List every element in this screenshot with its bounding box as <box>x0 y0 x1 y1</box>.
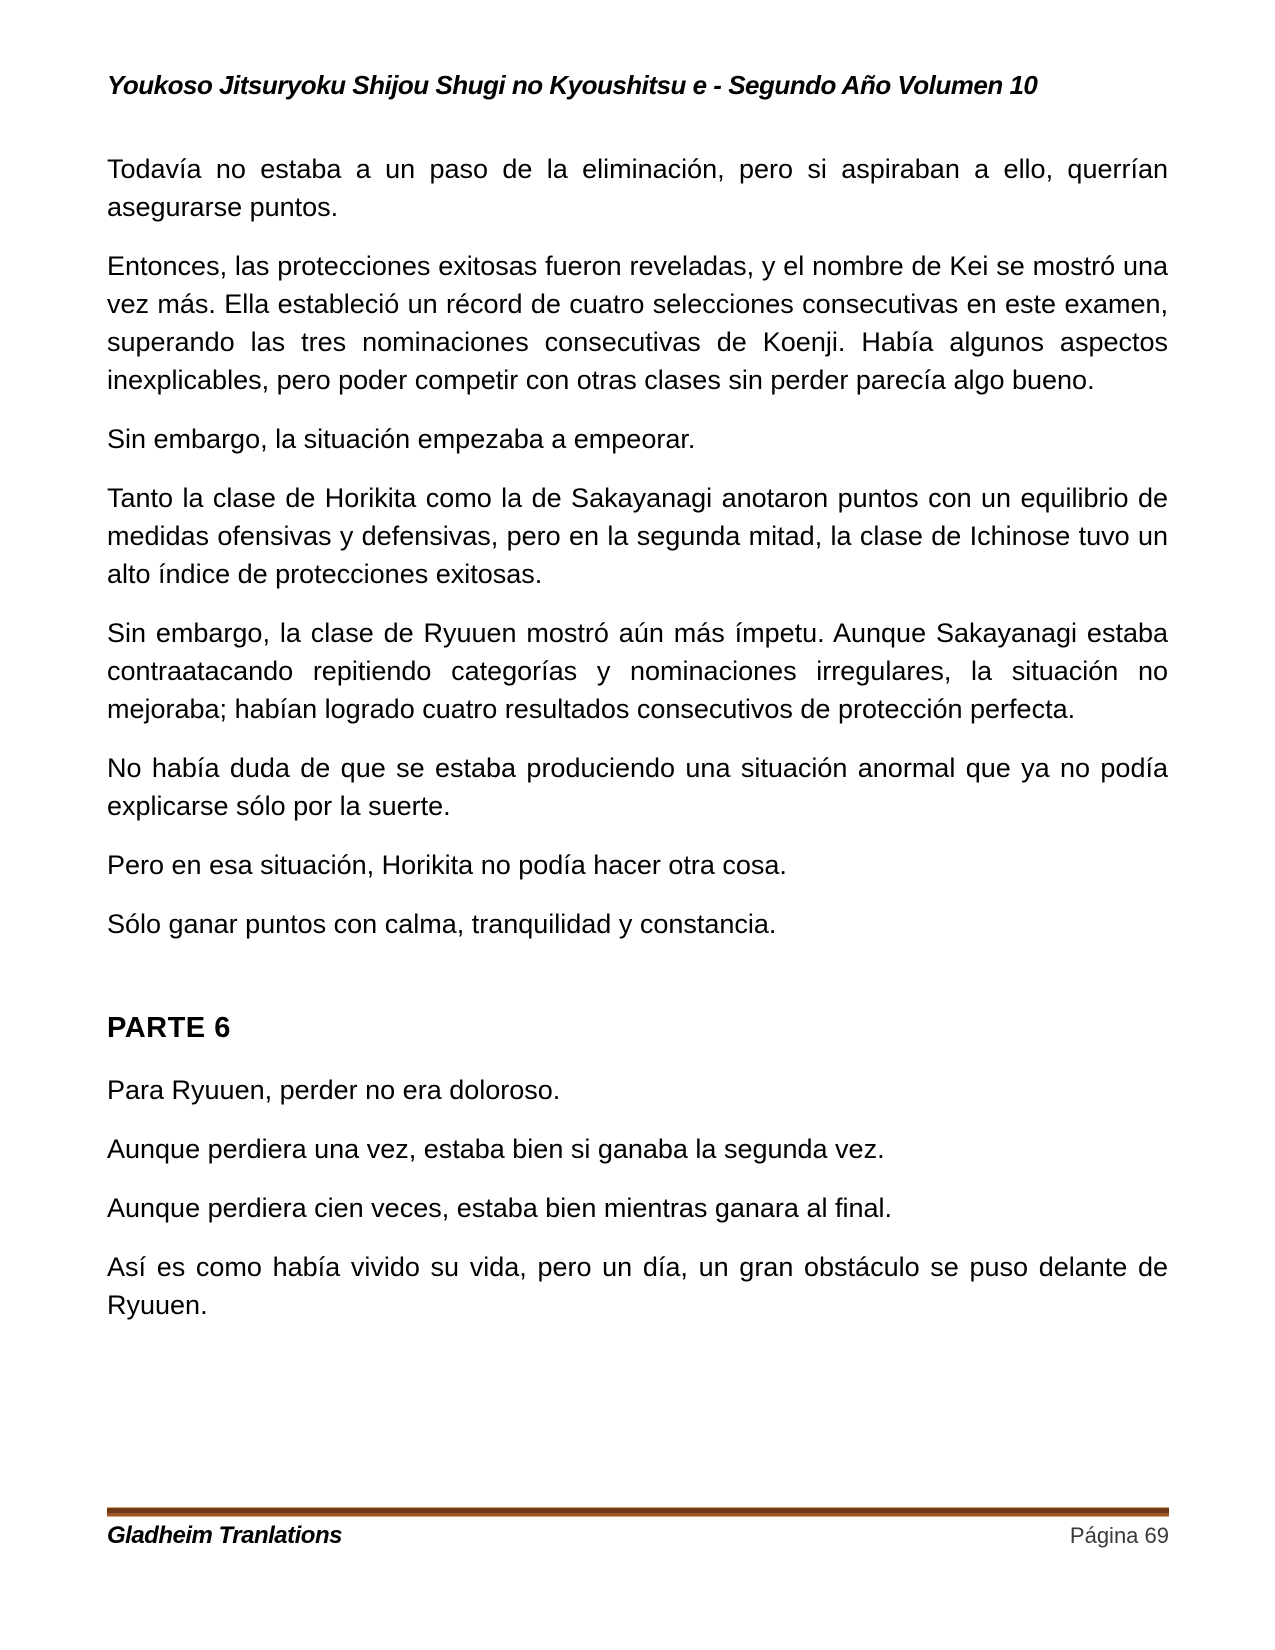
paragraph: Entonces, las protecciones exitosas fueron reveladas, y el nombre de Kei se mostró una vez más. Ella estableció un récord de cuatro selecciones consecutivas en este examen, superando las tres nominaciones consecutivas de Koenji. Había algunos aspectos inexplicables, pero poder competir con otras clases sin perder parecía algo bueno. <box>107 251 1168 395</box>
page-body <box>107 150 1168 1345</box>
footer-translator: Gladheim Tranlations <box>107 1522 342 1549</box>
paragraph: Pero en esa situación, Horikita no podía hacer otra cosa. <box>107 850 787 880</box>
paragraph: Así es como había vivido su vida, pero un día, un gran obstáculo se puso delante de Ryuuen. <box>107 1252 1168 1320</box>
footer-page-number: Página 69 <box>1069 1523 1169 1548</box>
paragraph: Sin embargo, la clase de Ryuuen mostró aún más ímpetu. Aunque Sakayanagi estaba contraatacando repitiendo categorías y nominaciones irregulares, la situación no mejoraba; habían logrado cuatro resultados consecutivos de protección perfecta. <box>107 618 1168 724</box>
footer-row <box>107 1522 1169 1550</box>
paragraph: Aunque perdiera cien veces, estaba bien mientras ganara al final. <box>107 1193 892 1223</box>
page-header <box>107 70 1168 105</box>
paragraph: Aunque perdiera una vez, estaba bien si ganaba la segunda vez. <box>107 1134 885 1164</box>
paragraph: Para Ryuuen, perder no era doloroso. <box>107 1075 561 1105</box>
header-title: Youkoso Jitsuryoku Shijou Shugi no Kyoushitsu e - Segundo Año Volumen 10 <box>107 70 1038 100</box>
footer-divider-rule <box>107 1507 1169 1517</box>
paragraph: Sólo ganar puntos con calma, tranquilidad y constancia. <box>107 909 777 939</box>
section-heading: PARTE 6 <box>107 1012 231 1044</box>
paragraph: Tanto la clase de Horikita como la de Sakayanagi anotaron puntos con un equilibrio de medidas ofensivas y defensivas, pero en la segunda mitad, la clase de Ichinose tuvo un alto índice de protecciones exitosas. <box>107 483 1168 589</box>
paragraph: Sin embargo, la situación empezaba a empeorar. <box>107 424 696 454</box>
paragraph: Todavía no estaba a un paso de la eliminación, pero si aspiraban a ello, querrían asegurarse puntos. <box>107 154 1168 222</box>
paragraph: No había duda de que se estaba produciendo una situación anormal que ya no podía explicarse sólo por la suerte. <box>107 753 1168 821</box>
page-footer <box>107 1507 1169 1550</box>
